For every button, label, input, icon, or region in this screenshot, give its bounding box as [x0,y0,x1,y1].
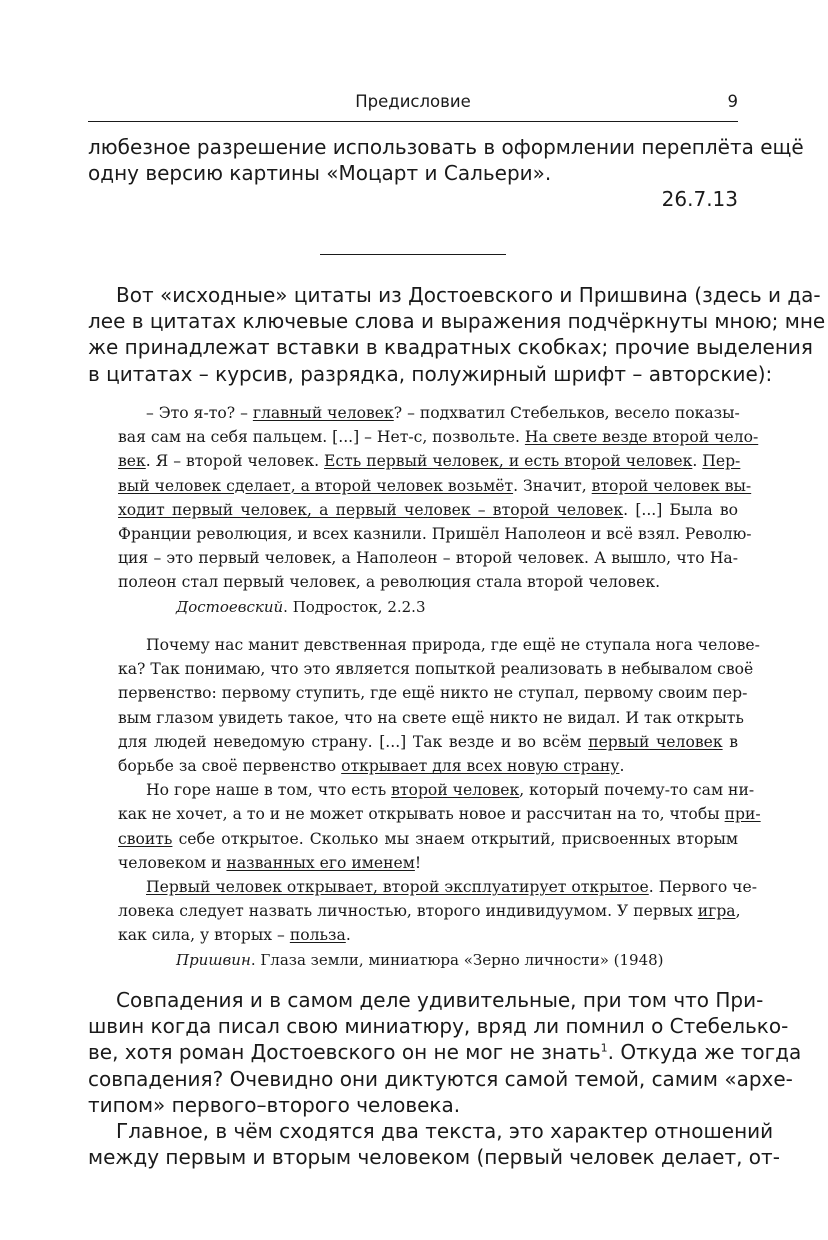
attribution-author: Достоевский [176,597,284,616]
text-line: швин когда писал свою миниатюру, вряд ли помнил о Стебелько- [88,1014,789,1039]
quote-line [118,522,752,546]
quote-line [118,425,759,449]
quote-line [118,778,755,802]
quote-line [118,633,760,657]
underlined-keyword: вый человек сделает, а второй человек возьмёт [118,476,514,495]
attribution-work: . Глаза земли, миниатюра «Зерно личности» (1948) [250,950,664,969]
intro-paragraph [88,282,826,387]
text-segment: ? – подхватил Стебельков, весело показы- [393,404,740,422]
underlined-keyword: польза [289,926,346,945]
underlined-keyword: первый человек [588,732,723,751]
text-segment: вым глазом увидеть такое, что на свете ещё никто не видал. И так открыть [118,708,744,727]
text-line: Главное, в чём сходятся два текста, это характер отношений [116,1119,774,1143]
text-line: типом» первого–второго человека. [88,1092,461,1117]
quote-line [118,570,738,594]
text-line: же принадлежат вставки в квадратных скобках; прочие выделения [88,335,813,360]
text-line: одну версию картины «Моцарт и Сальери». [88,161,552,186]
quote-body [118,401,759,595]
text-segment: как сила, у вторых – [118,926,290,945]
text-line: совпадения? Очевидно они диктуются самой темой, самим «архе- [88,1066,793,1091]
quote-prishvin [118,633,761,972]
text-segment: . Я – второй человек. [145,452,324,471]
text-segment: как не хочет, а то и не может открывать новое и рассчитан на то, чтобы [118,805,725,824]
quote-line [118,923,738,947]
underlined-keyword: век [118,452,146,471]
text-segment: человеком и [118,853,227,872]
text-segment: полеон стал первый человек, а революция стала второй человек. [118,573,661,592]
text-segment: . Первого че- [648,878,757,897]
preface-ending [88,134,804,186]
text-segment: для людей неведомую страну. [...] Так везде и во всём [118,732,589,751]
underlined-keyword: названных его именем [226,853,415,872]
text-segment: Франции революция, и всех казнили. Пришёл Наполеон и всё взял. Револю- [118,525,752,544]
text-segment: . Откуда же тогда [607,1040,802,1065]
text-line: любезное разрешение использовать в оформлении переплёта ещё [88,135,804,159]
quote-line [118,706,744,730]
quote-line [118,754,738,778]
text-line: Вот «исходные» цитаты из Достоевского и Пришвина (здесь и да- [116,283,821,307]
text-segment: ция – это первый человек, а Наполеон – второй человек. А вышло, что На- [118,549,738,568]
page-number: 9 [727,92,738,111]
quote-line [118,498,738,522]
section-separator [320,254,506,255]
underlined-keyword: главный человек [252,404,394,422]
quote-line [118,851,738,875]
body-paragraph-2 [88,1118,780,1170]
underlined-keyword: На свете везде второй чело- [524,428,759,447]
underlined-keyword: открывает для всех новую страну [341,757,620,776]
footnote-marker[interactable]: 1 [600,1041,608,1055]
underlined-keyword: ходит первый человек, а первый человек – второй человек [118,500,624,519]
text-segment: . [345,926,351,945]
text-segment: ка? Так понимаю, что это является попыткой реализовать в небывалом своё [118,660,754,679]
quote-line [118,802,761,826]
quote-line [118,546,738,570]
text-segment: Почему нас манит девственная природа, где ещё не ступала нога челове- [146,636,760,654]
quote-line [118,449,741,473]
text-line: Совпадения и в самом деле удивительные, при том что При- [116,988,764,1012]
text-segment: . [...] Была во [623,500,738,519]
body-paragraph-1 [88,987,802,1118]
quote-attribution [118,948,738,972]
running-header-title: Предисловие [355,92,471,111]
header-rule [88,121,738,122]
attribution-author: Пришвин [176,950,251,969]
quote-line [118,657,754,681]
quote-line [118,875,757,899]
underlined-keyword: игра [697,902,736,921]
text-segment: ! [414,853,422,872]
text-segment: , который почему-то сам ни- [519,781,755,800]
text-line: в цитатах – курсив, разрядка, полужирный шрифт – авторские): [88,361,773,386]
text-segment: в [722,732,738,751]
attribution-work: . Подросток, 2.2.3 [283,597,426,616]
text-segment: ловека следует назвать личностью, второго индивидуумом. У первых [118,902,698,921]
text-segment: борьбе за своё первенство [118,757,342,776]
underlined-keyword: второй человек вы- [591,476,752,495]
underlined-keyword: Есть первый человек, и есть второй человек [324,452,693,471]
text-segment: . [619,757,625,776]
quote-attribution [118,595,738,619]
underlined-keyword: Пер- [702,452,741,471]
quote-body [118,633,761,948]
preface-date: 26.7.13 [661,187,738,211]
text-segment: первенство: первому ступить, где ещё никто не ступал, первому своим пер- [118,684,748,703]
quote-line [118,474,752,498]
quote-line [118,401,738,425]
text-segment: . Значит, [513,476,592,495]
text-segment: ве, хотя роман Достоевского он не мог не знать [88,1040,601,1065]
quote-line [118,730,738,754]
underlined-keyword: Первый человек открывает, второй эксплуатирует открытое [146,878,649,897]
text-segment: Но горе наше в том, что есть [146,781,392,800]
text-line [88,1039,802,1065]
underlined-keyword: при- [724,805,761,824]
quote-dostoevsky [118,401,759,619]
underlined-keyword: своить [118,829,173,848]
text-segment: . [692,452,703,471]
quote-line [118,827,738,851]
text-segment: – Это я-то? – [146,404,253,422]
quote-line [118,681,748,705]
text-line: лее в цитатах ключевые слова и выражения подчёркнуты мною; мне [88,309,826,334]
underlined-keyword: второй человек [391,781,520,800]
text-segment: , [735,902,741,921]
quote-line [118,899,741,923]
text-line: между первым и вторым человеком (первый человек делает, от- [88,1145,780,1170]
text-segment: себе открытое. Сколько мы знаем открытий, присвоенных вторым [172,829,738,848]
text-segment: вая сам на себя пальцем. [...] – Нет-с, позвольте. [118,428,525,447]
